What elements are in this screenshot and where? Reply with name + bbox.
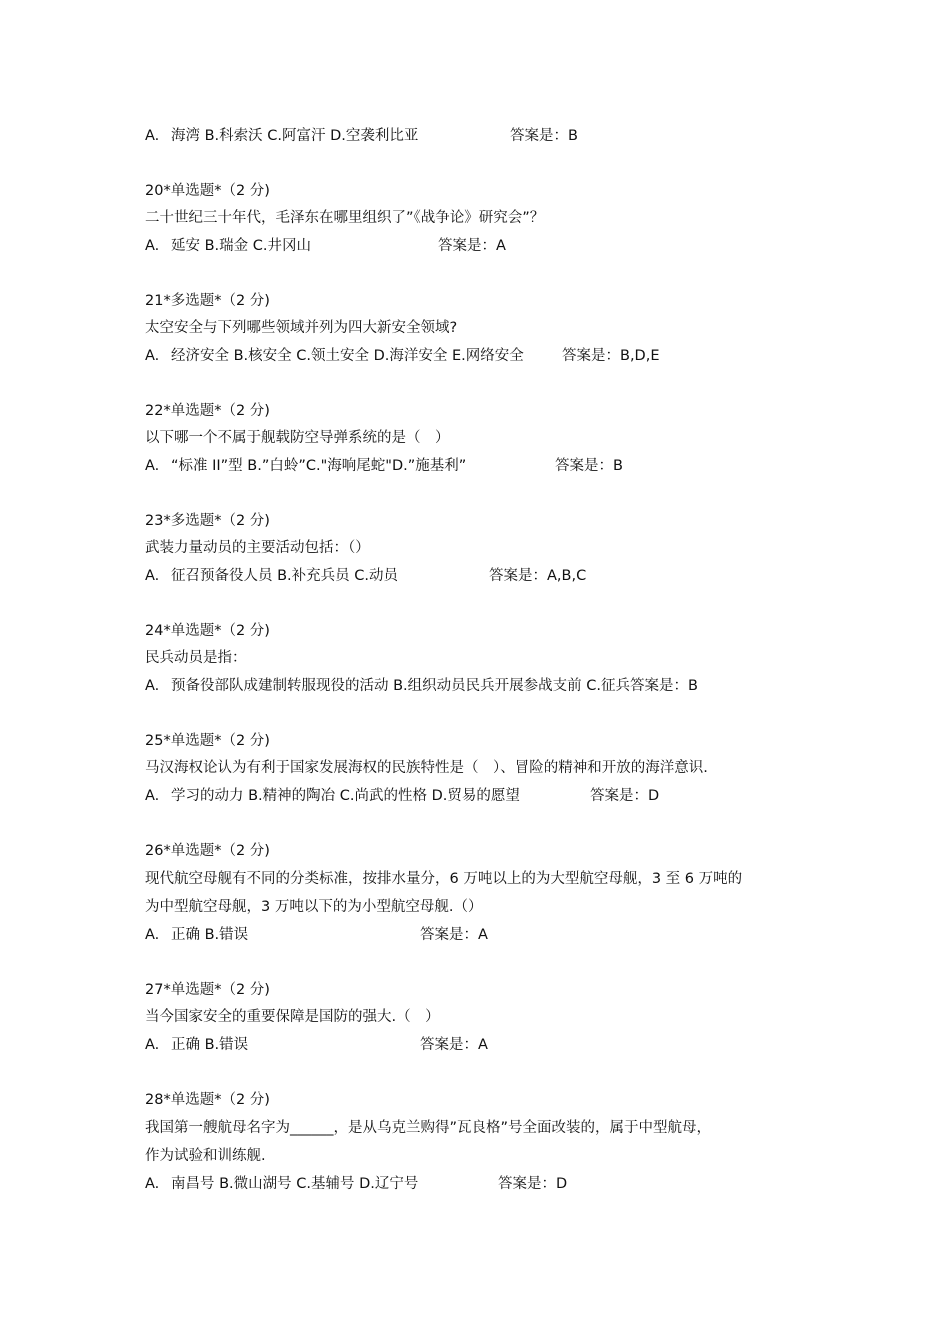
q25-header: 25*单选题*（2 分)	[145, 733, 270, 749]
answer-text: 答案是：D	[498, 1176, 568, 1192]
answer-text: 答案是：A	[420, 1037, 488, 1053]
options-text: 延安 B.瑞金 C.井冈山	[171, 238, 312, 254]
options-text: 征召预备役人员 B.补充兵员 C.动员	[171, 568, 399, 584]
option-prefix: A.	[145, 678, 160, 694]
q24-question-text: 民兵动员是指：	[145, 650, 247, 666]
q22-options	[145, 456, 623, 476]
answer-text: 答案是：A,B,C	[489, 568, 587, 584]
option-prefix: A.	[145, 458, 160, 474]
q20-options	[145, 236, 506, 256]
option-prefix: A.	[145, 238, 160, 254]
q25-options	[145, 786, 660, 806]
q28-question-text-1: 我国第一艘航母名字为______，是从乌克兰购得”瓦良格”号全面改装的，属于中型航母，	[145, 1120, 712, 1136]
q28-header: 28*单选题*（2 分)	[145, 1092, 270, 1108]
q27-options	[145, 1035, 488, 1055]
options-text: 学习的动力 B.精神的陶冶 C.尚武的性格 D.贸易的愿望	[171, 788, 520, 804]
option-prefix: A.	[145, 1037, 160, 1053]
q28-question-text-2: 作为试验和训练舰.	[145, 1148, 266, 1164]
q26-header: 26*单选题*（2 分)	[145, 843, 270, 859]
q19-options	[145, 126, 578, 146]
q27-header: 27*单选题*（2 分)	[145, 982, 270, 998]
answer-text: 答案是：D	[590, 788, 660, 804]
q25-question-text: 马汉海权论认为有利于国家发展海权的民族特性是（ ）、冒险的精神和开放的海洋意识.	[145, 760, 708, 776]
answer-text: 答案是：A	[420, 927, 488, 943]
q23-options	[145, 566, 587, 586]
answer-text: 答案是：B	[555, 458, 623, 474]
options-text: 海湾 B.科索沃 C.阿富汗 D.空袭利比亚	[171, 128, 419, 144]
option-prefix: A.	[145, 568, 160, 584]
q28-options	[145, 1174, 568, 1194]
q23-header: 23*多选题*（2 分)	[145, 513, 270, 529]
options-text: 南昌号 B.微山湖号 C.基辅号 D.辽宁号	[171, 1176, 419, 1192]
q20-question-text: 二十世纪三十年代，毛泽东在哪里组织了”《战争论》研究会”？	[145, 210, 545, 226]
q23-question-text: 武装力量动员的主要活动包括：（）	[145, 540, 370, 556]
q20-header: 20*单选题*（2 分)	[145, 183, 270, 199]
q21-header: 21*多选题*（2 分)	[145, 293, 270, 309]
q26-options	[145, 925, 488, 945]
q27-question-text: 当今国家安全的重要保障是国防的强大.（ ）	[145, 1009, 440, 1025]
option-prefix: A.	[145, 788, 160, 804]
options-text: 经济安全 B.核安全 C.领土安全 D.海洋安全 E.网络安全	[171, 348, 524, 364]
options-text: “标准 II”型 B.”白蛉”C."海响尾蛇"D.”施基利”	[171, 458, 467, 474]
q24-header: 24*单选题*（2 分)	[145, 623, 270, 639]
q24-options	[145, 676, 698, 696]
q26-question-text-1: 现代航空母舰有不同的分类标准，按排水量分，6 万吨以上的为大型航空母舰，3 至 6 万吨的	[145, 871, 743, 887]
options-text: 预备役部队成建制转服现役的活动 B.组织动员民兵开展参战支前 C.征兵答案是：B	[171, 678, 698, 694]
option-prefix: A.	[145, 348, 160, 364]
q21-options	[145, 346, 660, 366]
answer-text: 答案是：A	[438, 238, 506, 254]
option-prefix: A.	[145, 1176, 160, 1192]
q26-question-text-2: 为中型航空母舰，3 万吨以下的为小型航空母舰.（）	[145, 899, 483, 915]
q21-question-text: 太空安全与下列哪些领域并列为四大新安全领域?	[145, 320, 458, 336]
q22-question-text: 以下哪一个不属于舰载防空导弹系统的是（ ）	[145, 430, 450, 446]
options-text: 正确 B.错误	[171, 1037, 249, 1053]
answer-text: 答案是：B,D,E	[562, 348, 660, 364]
option-prefix: A.	[145, 927, 160, 943]
option-prefix: A.	[145, 128, 160, 144]
options-text: 正确 B.错误	[171, 927, 249, 943]
q22-header: 22*单选题*（2 分)	[145, 403, 270, 419]
answer-text: 答案是：B	[510, 128, 578, 144]
